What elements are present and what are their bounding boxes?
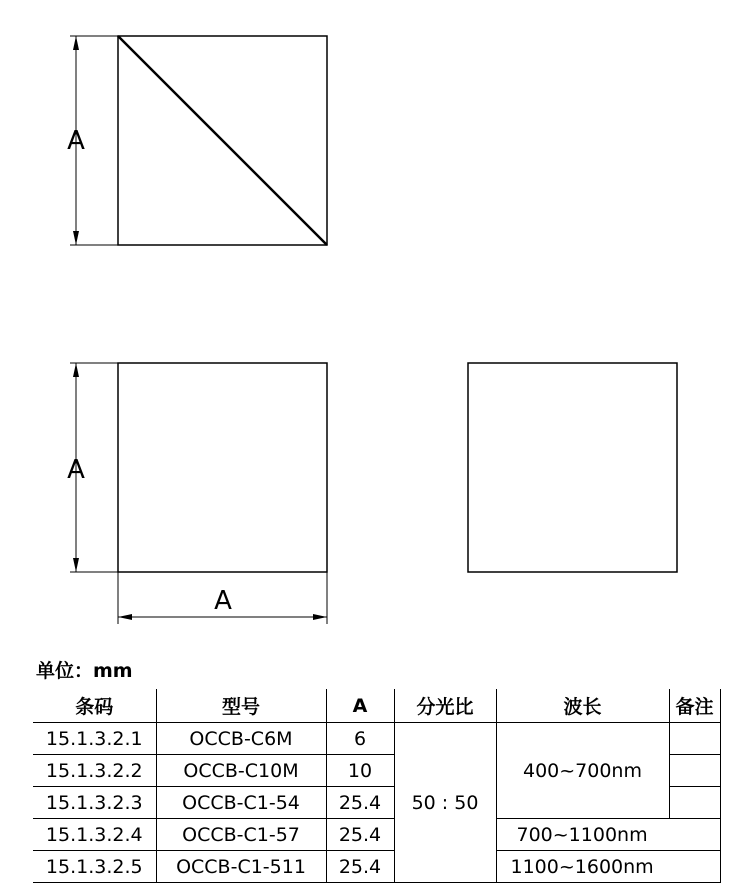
unit-label: 单位：mm — [36, 660, 133, 682]
cell-model: OCCB-C6M — [156, 723, 326, 755]
cell-a: 25.4 — [326, 787, 394, 819]
cube-outline-front — [118, 363, 327, 572]
cell-a: 25.4 — [326, 851, 394, 883]
front-view — [67, 363, 327, 624]
column-header: 分光比 — [394, 689, 496, 723]
column-header: 条码 — [33, 689, 156, 723]
column-header: A — [326, 689, 394, 723]
table-row — [33, 851, 720, 883]
cell-code: 15.1.3.2.3 — [33, 787, 156, 819]
cell-a: 6 — [326, 723, 394, 755]
cell-remark — [669, 787, 720, 819]
column-header: 备注 — [669, 689, 720, 723]
table-row — [33, 819, 720, 851]
arrowhead-icon — [118, 614, 132, 620]
cell-a: 10 — [326, 755, 394, 787]
table-row — [33, 723, 720, 755]
dimension-label-height: A — [67, 455, 85, 485]
column-header: 型号 — [156, 689, 326, 723]
cell-model: OCCB-C1-511 — [156, 851, 326, 883]
cell-model: OCCB-C1-54 — [156, 787, 326, 819]
dimension-label-top: A — [67, 126, 85, 156]
spec-table — [33, 689, 721, 883]
cell-a: 25.4 — [326, 819, 394, 851]
cell-split-ratio: 50 : 50 — [394, 723, 496, 883]
arrowhead-icon — [73, 558, 79, 572]
cell-wavelength: 400~700nm — [496, 723, 669, 819]
cell-code: 15.1.3.2.4 — [33, 819, 156, 851]
arrowhead-icon — [73, 363, 79, 377]
side-view — [468, 363, 677, 572]
table-header-row — [33, 689, 720, 723]
beamsplitter-diagonal — [118, 36, 327, 245]
cell-code: 15.1.3.2.2 — [33, 755, 156, 787]
arrowhead-icon — [73, 36, 79, 50]
arrowhead-icon — [73, 231, 79, 245]
cell-model: OCCB-C1-57 — [156, 819, 326, 851]
dimension-label-width: A — [214, 586, 232, 616]
top-view — [67, 36, 327, 245]
cell-remark — [669, 723, 720, 755]
cell-code: 15.1.3.2.5 — [33, 851, 156, 883]
cell-remark — [669, 755, 720, 787]
arrowhead-icon — [313, 614, 327, 620]
cell-code: 15.1.3.2.1 — [33, 723, 156, 755]
cell-wavelength: 700~1100nm — [496, 819, 720, 851]
column-header: 波长 — [496, 689, 669, 723]
cell-wavelength: 1100~1600nm — [496, 851, 720, 883]
cell-model: OCCB-C10M — [156, 755, 326, 787]
